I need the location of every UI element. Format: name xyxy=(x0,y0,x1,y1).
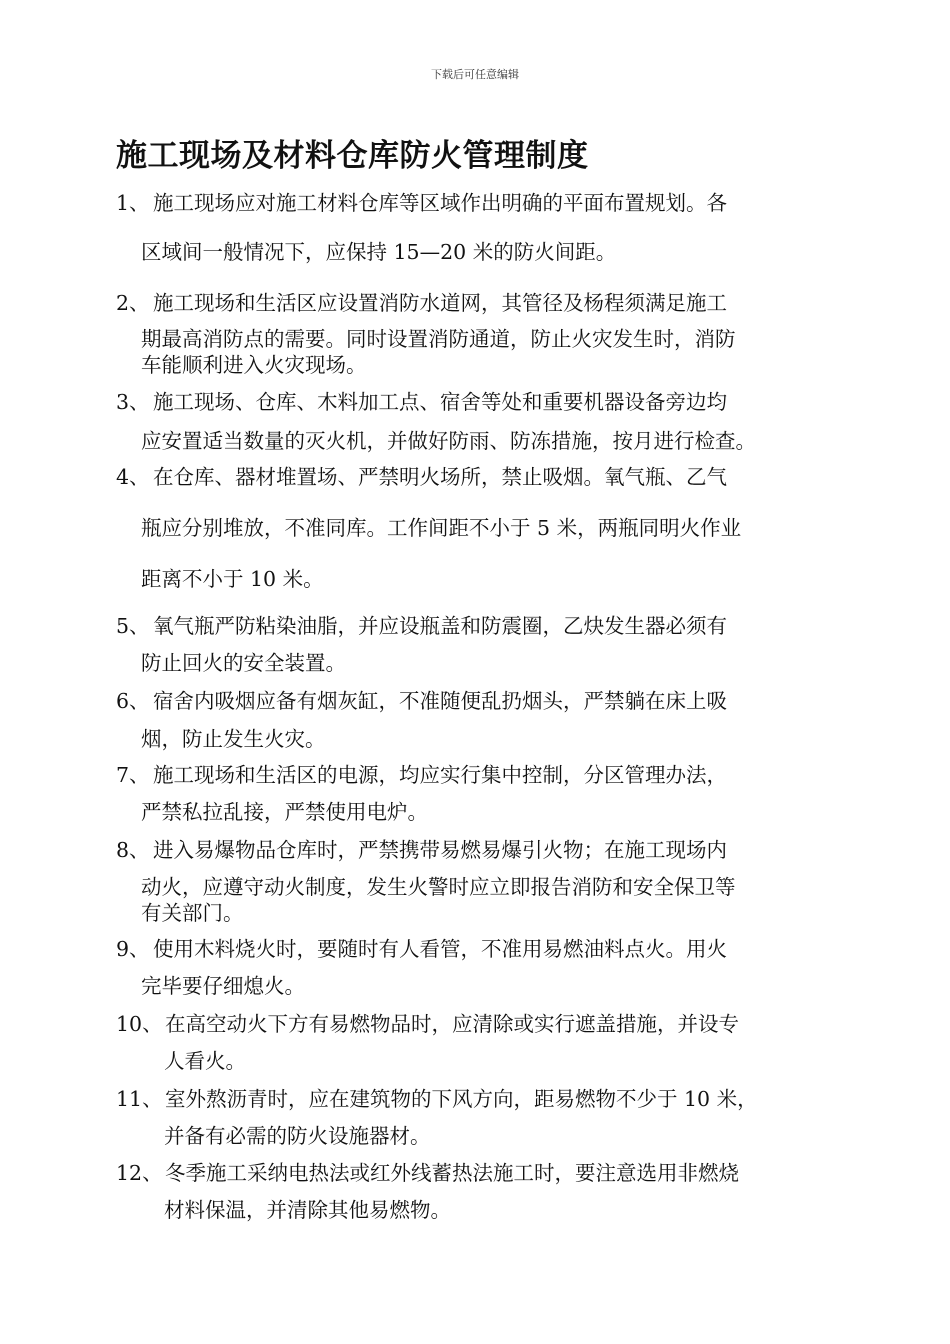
item-number: 4、 xyxy=(116,465,150,489)
item-text-line: 完毕要仔细熄火。 xyxy=(141,974,305,998)
item-text-line: 瓶应分别堆放，不准同库。工作间距不小于 5 米，两瓶同明火作业 xyxy=(141,516,742,540)
item-number: 7、 xyxy=(116,763,150,787)
item-text-line: 室外熬沥青时，应在建筑物的下风方向，距易燃物不少于 10 米， xyxy=(165,1087,758,1111)
item-text-line: 人看火。 xyxy=(164,1049,246,1073)
item-number: 2、 xyxy=(116,291,150,315)
item-number: 8、 xyxy=(116,838,150,862)
item-text-line: 施工现场、仓库、木料加工点、宿舍等处和重要机器设备旁边均 xyxy=(153,390,727,414)
item-text-line: 使用木料烧火时，要随时有人看管，不准用易燃油料点火。用火 xyxy=(153,937,727,961)
item-text-line: 冬季施工采纳电热法或红外线蓄热法施工时，要注意选用非燃烧 xyxy=(165,1161,739,1185)
item-text-line: 动火，应遵守动火制度，发生火警时应立即报告消防和安全保卫等 xyxy=(141,875,736,899)
item-number: 5、 xyxy=(116,614,150,638)
item-text-line: 宿舍内吸烟应备有烟灰缸，不准随便乱扔烟头，严禁躺在床上吸 xyxy=(153,689,727,713)
item-number: 3、 xyxy=(116,390,150,414)
item-text-line: 应安置适当数量的灭火机，并做好防雨、防冻措施，按月进行检查。 xyxy=(141,429,756,453)
item-text-line: 烟，防止发生火灾。 xyxy=(141,727,326,751)
item-text-line: 进入易爆物品仓库时，严禁携带易燃易爆引火物；在施工现场内 xyxy=(153,838,727,862)
item-number: 1、 xyxy=(116,191,150,215)
item-number: 12、 xyxy=(116,1161,163,1185)
item-text-line: 区域间一般情况下，应保持 15—20 米的防火间距。 xyxy=(141,240,617,264)
item-text-line: 防止回火的安全装置。 xyxy=(141,651,346,675)
item-text-line: 并备有必需的防火设施器材。 xyxy=(164,1124,431,1148)
item-text-line: 施工现场应对施工材料仓库等区域作出明确的平面布置规划。各 xyxy=(153,191,727,215)
item-text-line: 车能顺利进入火灾现场。 xyxy=(141,353,367,377)
item-number: 6、 xyxy=(116,689,150,713)
item-number: 11、 xyxy=(116,1087,163,1111)
item-text-line: 施工现场和生活区应设置消防水道网，其管径及杨程须满足施工 xyxy=(153,291,727,315)
item-text-line: 材料保温，并清除其他易燃物。 xyxy=(164,1198,451,1222)
item-number: 10、 xyxy=(116,1012,163,1036)
item-text-line: 施工现场和生活区的电源，均应实行集中控制，分区管理办法， xyxy=(153,763,727,787)
item-text-line: 严禁私拉乱接，严禁使用电炉。 xyxy=(141,800,428,824)
item-text-line: 期最高消防点的需要。同时设置消防通道，防止火灾发生时，消防 xyxy=(141,327,736,351)
item-text-line: 有关部门。 xyxy=(141,901,244,925)
item-text-line: 在高空动火下方有易燃物品时，应清除或实行遮盖措施，并设专 xyxy=(165,1012,739,1036)
item-number: 9、 xyxy=(116,937,150,961)
item-text-line: 在仓库、器材堆置场、严禁明火场所，禁止吸烟。氧气瓶、乙气 xyxy=(153,465,727,489)
header-note: 下载后可任意编辑 xyxy=(431,68,519,81)
item-text-line: 距离不小于 10 米。 xyxy=(141,567,324,591)
item-text-line: 氧气瓶严防粘染油脂，并应设瓶盖和防震圈，乙炔发生器必须有 xyxy=(153,614,727,638)
document-title: 施工现场及材料仓库防火管理制度 xyxy=(116,138,589,174)
